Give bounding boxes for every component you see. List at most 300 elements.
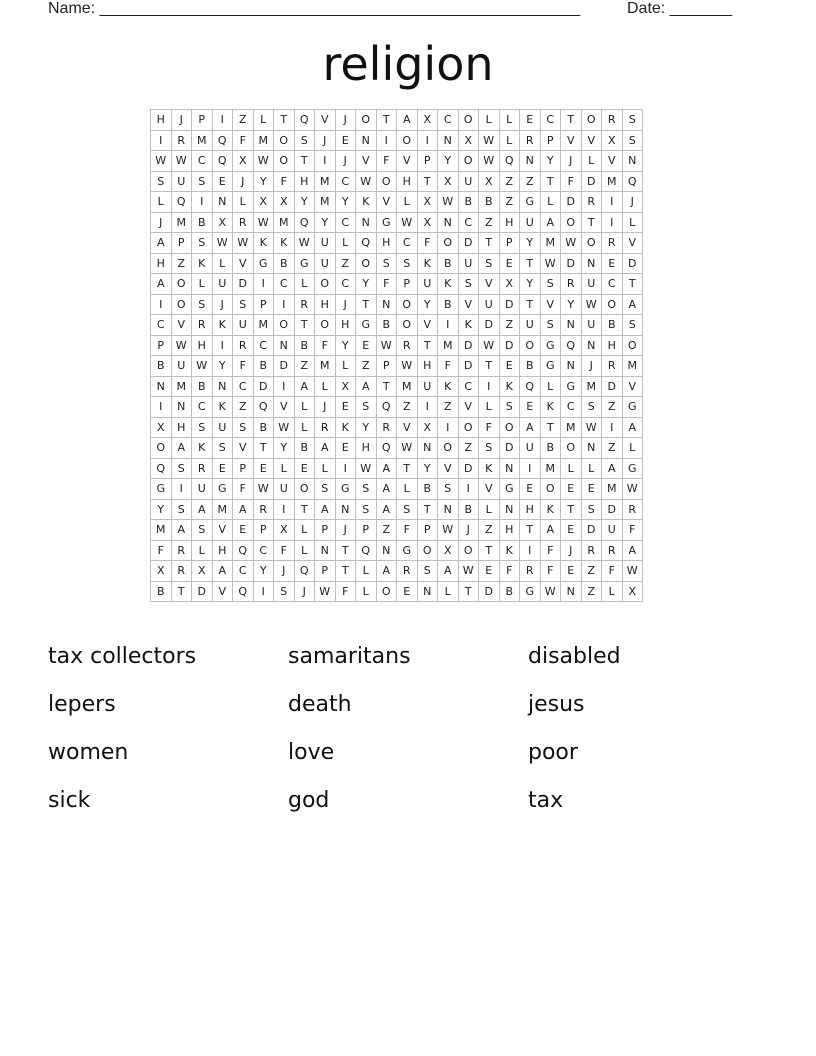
grid-cell: J <box>274 561 295 582</box>
grid-cell: R <box>233 212 254 233</box>
grid-cell: V <box>622 233 643 254</box>
grid-cell: N <box>438 130 459 151</box>
grid-row <box>151 356 643 377</box>
grid-cell: K <box>274 233 295 254</box>
grid-cell: R <box>171 540 192 561</box>
grid-cell: O <box>561 438 582 459</box>
grid-cell: U <box>212 274 233 295</box>
grid-cell: Z <box>397 397 418 418</box>
grid-cell: I <box>171 479 192 500</box>
grid-cell: V <box>417 315 438 336</box>
grid-cell: X <box>438 540 459 561</box>
grid-cell: L <box>294 397 315 418</box>
grid-cell: T <box>397 458 418 479</box>
grid-cell: P <box>192 110 213 131</box>
grid-cell: Z <box>233 397 254 418</box>
grid-cell: G <box>540 335 561 356</box>
grid-cell: J <box>294 581 315 602</box>
grid-cell: M <box>540 458 561 479</box>
grid-row <box>151 274 643 295</box>
grid-cell: T <box>417 171 438 192</box>
grid-cell: E <box>294 458 315 479</box>
grid-cell: Y <box>520 274 541 295</box>
grid-cell: Y <box>294 192 315 213</box>
grid-cell: D <box>499 294 520 315</box>
grid-cell: I <box>151 294 172 315</box>
grid-cell: O <box>520 335 541 356</box>
grid-cell: B <box>192 212 213 233</box>
grid-cell: L <box>561 458 582 479</box>
grid-cell: K <box>499 540 520 561</box>
grid-cell: I <box>520 458 541 479</box>
grid-cell: M <box>315 356 336 377</box>
grid-cell: Y <box>253 171 274 192</box>
grid-cell: O <box>397 130 418 151</box>
grid-cell: Q <box>356 233 377 254</box>
grid-cell: U <box>581 315 602 336</box>
grid-cell: U <box>212 417 233 438</box>
grid-cell: K <box>438 376 459 397</box>
grid-cell: M <box>540 233 561 254</box>
grid-cell: C <box>561 397 582 418</box>
word-list-item: samaritans <box>288 644 411 669</box>
grid-cell: V <box>376 192 397 213</box>
grid-cell: F <box>315 335 336 356</box>
grid-cell: Z <box>171 253 192 274</box>
grid-cell: F <box>479 417 500 438</box>
grid-cell: Q <box>520 376 541 397</box>
grid-cell: Q <box>499 151 520 172</box>
grid-cell: A <box>294 376 315 397</box>
grid-cell: T <box>458 581 479 602</box>
grid-cell: H <box>335 315 356 336</box>
grid-row <box>151 130 643 151</box>
grid-cell: O <box>274 315 295 336</box>
grid-cell: L <box>253 110 274 131</box>
grid-cell: R <box>397 335 418 356</box>
grid-cell: H <box>356 438 377 459</box>
grid-cell: V <box>561 130 582 151</box>
grid-cell: O <box>458 540 479 561</box>
grid-cell: J <box>335 520 356 541</box>
grid-cell: Q <box>356 540 377 561</box>
grid-cell: T <box>540 171 561 192</box>
grid-cell: O <box>274 130 295 151</box>
grid-cell: W <box>212 233 233 254</box>
grid-row <box>151 335 643 356</box>
grid-cell: K <box>458 315 479 336</box>
grid-cell: S <box>479 438 500 459</box>
grid-cell: W <box>192 356 213 377</box>
grid-cell: U <box>417 376 438 397</box>
grid-cell: W <box>397 356 418 377</box>
grid-cell: U <box>274 479 295 500</box>
grid-cell: W <box>315 581 336 602</box>
grid-cell: R <box>561 274 582 295</box>
grid-cell: Z <box>458 438 479 459</box>
grid-cell: T <box>335 540 356 561</box>
grid-cell: F <box>335 581 356 602</box>
grid-cell: X <box>192 561 213 582</box>
grid-cell: E <box>561 479 582 500</box>
grid-cell: E <box>499 356 520 377</box>
grid-cell: V <box>581 130 602 151</box>
grid-cell: P <box>540 130 561 151</box>
word-list-item: poor <box>528 740 578 765</box>
grid-cell: L <box>397 479 418 500</box>
grid-cell: T <box>622 274 643 295</box>
grid-cell: Q <box>171 192 192 213</box>
grid-cell: T <box>479 233 500 254</box>
grid-cell: G <box>520 581 541 602</box>
grid-cell: M <box>171 212 192 233</box>
grid-cell: O <box>458 151 479 172</box>
grid-cell: C <box>458 376 479 397</box>
grid-cell: S <box>233 294 254 315</box>
grid-cell: A <box>315 499 336 520</box>
grid-cell: Z <box>335 253 356 274</box>
grid-cell: Y <box>417 294 438 315</box>
grid-cell: G <box>540 356 561 377</box>
grid-row <box>151 561 643 582</box>
grid-cell: D <box>479 315 500 336</box>
grid-cell: W <box>294 233 315 254</box>
grid-cell: G <box>253 253 274 274</box>
grid-row <box>151 520 643 541</box>
grid-cell: S <box>581 397 602 418</box>
grid-cell: W <box>540 581 561 602</box>
grid-cell: I <box>274 376 295 397</box>
header <box>48 0 748 18</box>
grid-cell: S <box>192 171 213 192</box>
grid-cell: S <box>151 171 172 192</box>
grid-cell: X <box>417 192 438 213</box>
grid-cell: D <box>622 253 643 274</box>
grid-cell: C <box>233 561 254 582</box>
grid-cell: J <box>315 397 336 418</box>
grid-cell: Q <box>294 561 315 582</box>
grid-cell: S <box>540 274 561 295</box>
grid-cell: L <box>274 458 295 479</box>
grid-cell: I <box>417 130 438 151</box>
grid-cell: J <box>233 171 254 192</box>
grid-row <box>151 499 643 520</box>
grid-cell: V <box>171 315 192 336</box>
grid-cell: A <box>376 458 397 479</box>
grid-cell: R <box>581 540 602 561</box>
grid-cell: T <box>561 110 582 131</box>
grid-cell: K <box>253 233 274 254</box>
grid-cell: H <box>602 335 623 356</box>
grid-cell: U <box>171 171 192 192</box>
grid-cell: S <box>192 233 213 254</box>
grid-cell: R <box>376 417 397 438</box>
grid-cell: T <box>253 438 274 459</box>
grid-cell: V <box>438 458 459 479</box>
grid-cell: S <box>622 130 643 151</box>
grid-cell: X <box>212 212 233 233</box>
grid-cell: W <box>233 233 254 254</box>
grid-cell: G <box>356 315 377 336</box>
grid-cell: D <box>499 438 520 459</box>
grid-cell: O <box>376 581 397 602</box>
grid-cell: C <box>192 151 213 172</box>
grid-cell: O <box>274 151 295 172</box>
grid-cell: A <box>438 561 459 582</box>
grid-cell: Z <box>376 520 397 541</box>
grid-cell: Z <box>520 171 541 192</box>
grid-cell: N <box>151 376 172 397</box>
grid-cell: U <box>581 274 602 295</box>
grid-cell: A <box>192 499 213 520</box>
grid-cell: S <box>622 315 643 336</box>
grid-cell: F <box>233 356 254 377</box>
grid-cell: L <box>356 581 377 602</box>
grid-cell: L <box>622 212 643 233</box>
grid-cell: W <box>438 192 459 213</box>
grid-cell: R <box>192 315 213 336</box>
grid-cell: U <box>417 274 438 295</box>
grid-cell: T <box>581 212 602 233</box>
grid-cell: U <box>458 171 479 192</box>
grid-cell: T <box>417 335 438 356</box>
grid-cell: O <box>151 438 172 459</box>
grid-cell: F <box>376 151 397 172</box>
grid-cell: L <box>602 581 623 602</box>
grid-cell: M <box>315 171 336 192</box>
grid-cell: J <box>581 356 602 377</box>
grid-cell: S <box>499 397 520 418</box>
grid-cell: U <box>315 253 336 274</box>
grid-cell: M <box>397 376 418 397</box>
grid-cell: E <box>253 458 274 479</box>
grid-cell: O <box>171 274 192 295</box>
grid-cell: N <box>171 397 192 418</box>
grid-cell: A <box>171 520 192 541</box>
grid-cell: B <box>438 294 459 315</box>
grid-cell: K <box>356 192 377 213</box>
grid-cell: I <box>520 540 541 561</box>
grid-cell: E <box>581 479 602 500</box>
grid-cell: X <box>458 130 479 151</box>
grid-cell: O <box>499 417 520 438</box>
grid-cell: Y <box>561 294 582 315</box>
grid-cell: O <box>376 171 397 192</box>
grid-row <box>151 438 643 459</box>
grid-cell: W <box>458 561 479 582</box>
grid-cell: I <box>438 417 459 438</box>
grid-cell: I <box>274 499 295 520</box>
grid-cell: V <box>540 294 561 315</box>
grid-cell: J <box>151 212 172 233</box>
grid-cell: V <box>397 151 418 172</box>
grid-cell: N <box>499 499 520 520</box>
grid-cell: Q <box>294 212 315 233</box>
grid-cell: X <box>151 417 172 438</box>
grid-cell: Z <box>602 438 623 459</box>
grid-cell: I <box>212 335 233 356</box>
word-list-item: tax collectors <box>48 644 197 669</box>
name-field-label: Name: ______________________________________________________ <box>48 0 581 17</box>
grid-cell: M <box>253 315 274 336</box>
grid-cell: A <box>376 479 397 500</box>
grid-cell: V <box>397 417 418 438</box>
grid-cell: N <box>438 212 459 233</box>
grid-cell: P <box>376 356 397 377</box>
grid-cell: S <box>458 274 479 295</box>
grid-cell: J <box>212 294 233 315</box>
grid-cell: S <box>212 438 233 459</box>
grid-cell: P <box>233 458 254 479</box>
grid-cell: D <box>233 274 254 295</box>
word-list-item: sick <box>48 788 91 813</box>
grid-cell: I <box>602 192 623 213</box>
grid-cell: F <box>540 561 561 582</box>
grid-cell: P <box>356 520 377 541</box>
grid-cell: H <box>499 520 520 541</box>
grid-row <box>151 294 643 315</box>
grid-cell: O <box>540 479 561 500</box>
grid-cell: S <box>397 499 418 520</box>
grid-cell: U <box>479 294 500 315</box>
grid-cell: N <box>335 499 356 520</box>
grid-cell: Z <box>233 110 254 131</box>
grid-cell: S <box>438 479 459 500</box>
grid-cell: C <box>192 397 213 418</box>
grid-cell: I <box>274 294 295 315</box>
grid-cell: A <box>356 376 377 397</box>
grid-row <box>151 212 643 233</box>
grid-cell: N <box>356 212 377 233</box>
grid-cell: X <box>417 212 438 233</box>
grid-cell: R <box>171 561 192 582</box>
grid-cell: K <box>212 397 233 418</box>
grid-cell: F <box>499 561 520 582</box>
grid-cell: L <box>540 376 561 397</box>
grid-cell: A <box>212 561 233 582</box>
grid-cell: L <box>540 192 561 213</box>
grid-cell: W <box>581 417 602 438</box>
grid-cell: A <box>622 417 643 438</box>
grid-row <box>151 540 643 561</box>
grid-cell: S <box>622 110 643 131</box>
grid-cell: B <box>253 356 274 377</box>
grid-cell: C <box>335 274 356 295</box>
grid-row <box>151 376 643 397</box>
grid-cell: B <box>602 315 623 336</box>
grid-cell: O <box>417 540 438 561</box>
grid-cell: I <box>479 376 500 397</box>
grid-cell: L <box>151 192 172 213</box>
grid-cell: S <box>233 417 254 438</box>
grid-cell: W <box>479 130 500 151</box>
grid-cell: Z <box>438 397 459 418</box>
grid-cell: A <box>376 561 397 582</box>
grid-cell: X <box>417 110 438 131</box>
grid-cell: S <box>479 253 500 274</box>
grid-cell: O <box>315 274 336 295</box>
grid-cell: L <box>479 499 500 520</box>
grid-cell: M <box>602 479 623 500</box>
grid-cell: Z <box>602 397 623 418</box>
grid-cell: R <box>622 499 643 520</box>
grid-cell: W <box>376 335 397 356</box>
grid-cell: D <box>561 192 582 213</box>
grid-cell: G <box>376 212 397 233</box>
grid-cell: M <box>315 192 336 213</box>
grid-cell: J <box>171 110 192 131</box>
grid-cell: H <box>212 540 233 561</box>
grid-cell: O <box>315 315 336 336</box>
grid-cell: R <box>253 499 274 520</box>
grid-cell: A <box>520 417 541 438</box>
grid-cell: V <box>274 397 295 418</box>
grid-cell: G <box>622 397 643 418</box>
grid-cell: Q <box>233 540 254 561</box>
grid-cell: Q <box>233 581 254 602</box>
grid-cell: W <box>253 151 274 172</box>
grid-cell: C <box>233 376 254 397</box>
grid-cell: G <box>294 253 315 274</box>
grid-cell: J <box>315 130 336 151</box>
grid-cell: W <box>274 417 295 438</box>
grid-cell: Q <box>561 335 582 356</box>
grid-cell: R <box>581 192 602 213</box>
grid-cell: A <box>315 438 336 459</box>
grid-cell: W <box>479 151 500 172</box>
grid-cell: D <box>253 376 274 397</box>
grid-cell: S <box>356 499 377 520</box>
grid-cell: D <box>602 499 623 520</box>
grid-cell: O <box>602 294 623 315</box>
grid-cell: Q <box>253 397 274 418</box>
grid-cell: Z <box>499 171 520 192</box>
grid-cell: I <box>376 130 397 151</box>
grid-cell: T <box>376 110 397 131</box>
grid-cell: S <box>540 315 561 336</box>
grid-cell: Y <box>438 151 459 172</box>
grid-cell: N <box>581 335 602 356</box>
grid-cell: C <box>397 233 418 254</box>
grid-cell: L <box>479 397 500 418</box>
grid-cell: E <box>602 253 623 274</box>
grid-cell: W <box>356 458 377 479</box>
grid-cell: S <box>171 499 192 520</box>
grid-cell: F <box>151 540 172 561</box>
grid-cell: A <box>376 499 397 520</box>
grid-cell: A <box>602 458 623 479</box>
grid-cell: M <box>602 171 623 192</box>
grid-cell: X <box>253 192 274 213</box>
grid-cell: W <box>253 212 274 233</box>
grid-cell: L <box>438 581 459 602</box>
grid-cell: N <box>356 130 377 151</box>
grid-cell: T <box>294 499 315 520</box>
grid-cell: K <box>212 315 233 336</box>
grid-cell: L <box>397 192 418 213</box>
grid-cell: X <box>622 581 643 602</box>
grid-row <box>151 151 643 172</box>
grid-cell: W <box>581 294 602 315</box>
grid-cell: B <box>274 253 295 274</box>
grid-cell: F <box>561 171 582 192</box>
grid-cell: D <box>192 581 213 602</box>
grid-cell: A <box>151 274 172 295</box>
grid-cell: H <box>417 356 438 377</box>
grid-cell: M <box>192 130 213 151</box>
grid-cell: N <box>438 499 459 520</box>
grid-cell: S <box>192 417 213 438</box>
